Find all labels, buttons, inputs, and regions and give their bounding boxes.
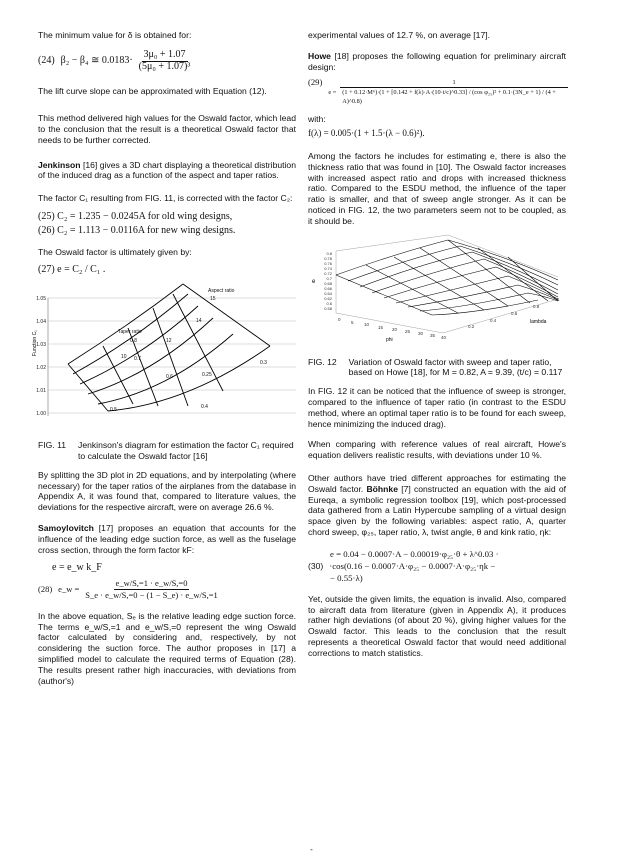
equation-27: (27) e = C₂ / C₁ . (38, 264, 106, 276)
aspect-value: 15 (210, 296, 216, 303)
x-tick: 25 (405, 328, 411, 334)
paragraph: The Oswald factor is ultimately given by: (38, 246, 192, 257)
y-axis-label: lambda (530, 318, 547, 325)
aspect-value: 12 (166, 338, 172, 345)
z-tick: 0.74 (324, 265, 332, 271)
surface-line (88, 318, 213, 394)
equation-fraction (342, 78, 566, 106)
figure-11-caption (38, 440, 296, 462)
x-tick: 0 (338, 316, 341, 322)
back-edge (448, 235, 558, 277)
z-tick: 0.58 (324, 305, 332, 311)
paragraph: By splitting the 3D plot in 2D equations, and by interpolating (where necessary) for the taper ratios of the airplanes from the database in Appendix A, it was found that, compared to literature values, the deviations for the respective aircraft, were on average 26.6 %. (38, 469, 296, 513)
x-tick: 5 (351, 319, 354, 325)
y-axis (443, 296, 560, 333)
taper-value: 0.3 (260, 360, 267, 367)
y-axis-label: Function C₁ (32, 330, 38, 357)
equation-28 (38, 578, 296, 601)
paragraph: When comparing with reference values of real aircraft, Howe's equation delivers realistic results, with deviations under 10 %. (308, 439, 566, 461)
equation-line (308, 560, 566, 572)
surface-line (98, 334, 233, 404)
fraction-denominator: S_e · e_w/S,=0 − (1 − S_e) · e_w/S,=1 (85, 589, 218, 600)
equation-fraction (85, 578, 218, 601)
x-tick: 40 (441, 334, 447, 340)
right-column (308, 30, 566, 659)
equation-number: (28) (38, 584, 53, 595)
aspect-value: 10 (121, 354, 127, 361)
mesh-line (384, 267, 558, 298)
left-column (32, 30, 296, 686)
fraction-numerator: 3μ₀ + 1.07 (143, 48, 186, 60)
y-tick: 1.02 (36, 365, 46, 372)
y-tick: 0.2 (468, 323, 475, 329)
fraction-denominator: (5μ₀ + 1.07)³ (138, 60, 191, 72)
caption-text: Jenkinson's diagram for estimation the factor C₁ required to calculate the Oswald factor [16] (78, 440, 294, 461)
aspect-ratio-label: Aspect ratio (208, 288, 235, 295)
figure-label: FIG. 11 (38, 440, 67, 451)
x-tick: 35 (430, 332, 436, 338)
mesh-line (394, 257, 484, 310)
author-name: Jenkinson (38, 159, 81, 170)
surface-line (173, 294, 223, 391)
surface-grid (68, 284, 270, 414)
z-tick: 0.72 (324, 270, 332, 276)
equation-30 (308, 548, 566, 584)
fraction-numerator: 1 (340, 78, 568, 88)
equation-text: ·cos(0.16 − 0.0007·A·φ₂₅ − 0.0007·A·φ₂₅·ηk − (329, 560, 496, 571)
taper-ratio-label: Taper ratio (118, 329, 142, 336)
fraction-denominator: (1 + 0.12·M⁶)·(1 + [0.142 + f(λ)·A·(10·t/c)^0.33] / (cos φ₂₅)² + 0.1·(3N_e + 1) / (4 + A)^0.8) (342, 89, 556, 106)
paragraph-text: Other authors have tried different approaches for estimating the Oswald factor. (308, 472, 566, 494)
z-tick-labels (324, 251, 333, 311)
mesh-line (348, 246, 558, 285)
z-tick: 0.8 (326, 250, 332, 256)
x-axis-label: phi (386, 336, 393, 343)
equation-24 (38, 50, 296, 73)
paragraph (38, 160, 296, 182)
equation-line: − 0.55·λ) (330, 572, 363, 583)
equation-lhs: β₂ − β₄ ≅ 0.0183· (60, 54, 133, 66)
mesh-line (396, 276, 558, 303)
fraction-numerator: e_w/S,=1 · e_w/S,=0 (115, 578, 188, 589)
paragraph-text: [16] gives a 3D chart displaying a theoretical distribution of the induced drag as a function of the aspect and taper ratios. (38, 159, 296, 181)
paragraph: In the above equation, Sₑ is the relative leading edge suction force. The terms e_w/S,=1 and e_w/S,=0 represent the wing Oswald factor calculated by considering and, respectively, by not considering the suction force. The author proposes in [17] a simplified model to calculate the required terms of Equation (28). The results present rather high inaccuracies, with deviations from (author's) (38, 610, 296, 686)
x-tick: 10 (364, 321, 370, 327)
figure-12-chart (308, 235, 566, 355)
paragraph-text: [7] constructed an equation with the aid of Eureqa, a symbolic regression toolbox [19], which post-processed data gathered from a Latin Hypercube sampling of a virtual design space given by the following variables: aspect ratio, A, quarter chord sweep, φ₂₅, taper ratio, λ, twist angle, θ and kink ratio, ηk: (308, 483, 566, 537)
surface-line (103, 346, 133, 404)
y-tick: 1.05 (36, 296, 46, 303)
paragraph: experimental values of 12.7 %, on average [17]. (308, 30, 491, 40)
paragraph: This method delivered high values for the Oswald factor, which lead to the conclusion that the result is a theoretical Oswald factor that needs to be further corrected. (38, 113, 296, 145)
equation-fraction (139, 50, 191, 73)
figure-label: FIG. 12 (308, 356, 337, 367)
page-mark: - (310, 845, 313, 854)
y-tick: 0.8 (533, 303, 540, 309)
paragraph: The factor C₁ resulting from FIG. 11, is corrected with the factor C₂: (38, 193, 293, 204)
y-tick: 1.01 (36, 388, 46, 395)
y-tick: 0.4 (490, 317, 497, 323)
surface-line (153, 308, 188, 406)
paragraph: Yet, outside the given limits, the equation is invalid. Also, compared to aircraft data from literature (given in Appendix A), it produces rather high deviations (of about 20 %), giving higher values for the Oswald factor. This leads to the conclusion that the result represents a theoretical Oswald factor that would need additional corrections to match statistics. (308, 593, 566, 658)
z-tick: 0.76 (324, 260, 332, 266)
taper-value: 0.8 (130, 338, 137, 345)
author-name: Howe (308, 50, 331, 61)
y-tick: 1.03 (36, 342, 46, 349)
taper-value: 0.4 (201, 404, 208, 411)
paragraph: In FIG. 12 it can be noticed that the influence of sweep is stronger, compared to the influence of taper ratio (in contrast to the ESDU method, where an optimal taper ratio is to be found for each sweep, hence minimizing the induced drag). (308, 386, 566, 429)
caption-text: Variation of Oswald factor with sweep and taper ratio, based on Howe [18], for M = 0.82, A = 9.39, (t/c) = 0.117 (348, 356, 563, 378)
paragraph-text: [18] proposes the following equation for preliminary aircraft design: (308, 50, 566, 72)
mesh-line (366, 265, 458, 313)
equation-25: (25) C₂ = 1.235 − 0.0245A for old wing designs, (38, 210, 233, 222)
y-tick: 1 (557, 296, 560, 302)
paragraph: The lift curve slope can be approximated with Equation (12). (38, 86, 267, 97)
z-tick: 0.64 (324, 290, 332, 296)
paragraph (308, 473, 566, 538)
equation-29 (308, 78, 566, 106)
author-name: Böhnke (366, 483, 398, 494)
z-tick: 0.68 (324, 280, 332, 286)
x-tick: 15 (378, 324, 384, 330)
paragraph (308, 51, 566, 73)
equation-number: (24) (38, 54, 55, 66)
z-tick: 0.66 (324, 285, 332, 291)
surface-mesh (336, 240, 558, 315)
z-tick: 0.78 (324, 255, 332, 261)
equation-28a: e = e_w k_F (52, 562, 102, 574)
taper-value: 0.5 (110, 407, 117, 414)
back-edge (336, 235, 448, 251)
y-tick: 0.6 (511, 310, 518, 316)
equation-lhs: e = (328, 89, 337, 97)
author-name: Samoylovitch (38, 522, 94, 533)
y-tick: 1.04 (36, 319, 46, 326)
taper-value: 0.25 (202, 372, 212, 379)
x-tick: 30 (418, 330, 424, 336)
equation-number: (29) (308, 77, 323, 88)
z-axis-label: e (312, 278, 316, 285)
figure-12-caption (308, 357, 566, 379)
equation-lhs: e_w = (58, 584, 80, 595)
aspect-value: 14 (196, 318, 202, 325)
y-tick: 1.00 (36, 411, 46, 418)
taper-value: 0.7 (134, 356, 141, 363)
equation-number: (30) (308, 560, 324, 571)
z-tick: 0.6 (326, 300, 332, 306)
paragraph: Among the factors he includes for estimating e, there is also the thickness ratio that was found in [10]. The Oswald factor increases with increased aspect ratio and drops with increased thickness ratio. Compared to the ESDU method, the influence of the taper ratio is smaller, and that of sweep angle stronger. As it can be noticed in FIG. 12, the two parameters seem not to be coupled, as it should be. (308, 150, 566, 226)
taper-value: 0.6 (166, 374, 173, 381)
surface-line (68, 284, 183, 364)
paragraph (38, 523, 296, 555)
z-tick: 0.62 (324, 295, 332, 301)
paragraph: The minimum value for δ is obtained for: (38, 30, 192, 40)
surface-edge (68, 364, 108, 411)
mesh-line (360, 252, 558, 290)
mesh-line (420, 248, 508, 306)
paragraph-text: [17] proposes an equation that accounts for the influence of the leading edge suction force, as well as the fuselage cross section, through the form factor kF: (38, 522, 296, 555)
equation-26: (26) C₂ = 1.113 − 0.0116A for new wing designs. (38, 224, 236, 236)
figure-11-chart (32, 286, 296, 438)
equation-f-lambda: f(λ) = 0.005·(1 + 1.5·(λ − 0.6)²). (308, 128, 425, 139)
equation-line: e = 0.04 − 0.0007·A − 0.00019·φ₂₅·θ + λ^0.03 · (330, 548, 499, 559)
mesh-line (336, 275, 432, 315)
mesh-line (336, 240, 558, 280)
x-tick: 20 (392, 326, 398, 332)
with-label: with: (308, 114, 326, 125)
z-tick: 0.7 (326, 275, 332, 281)
